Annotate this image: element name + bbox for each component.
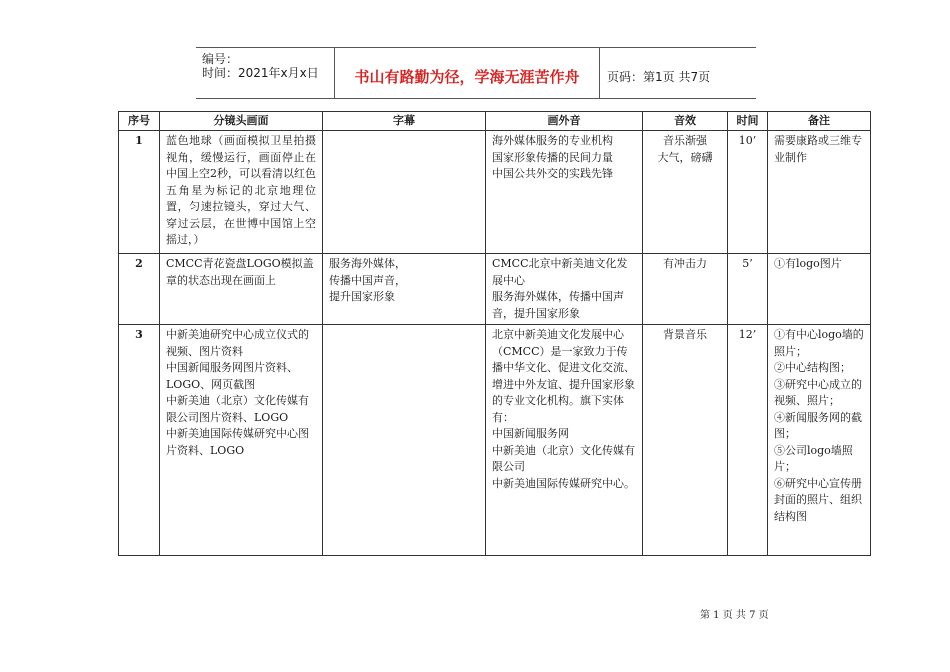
row-no: 3 <box>119 325 160 556</box>
table-row <box>119 254 871 325</box>
col-header-voiceover: 画外音 <box>486 112 643 131</box>
table-header-row <box>119 112 871 131</box>
row-voiceover: CMCC北京中新美迪文化发展中心 服务海外媒体，传播中国声音，提升国家形象 <box>486 254 643 325</box>
row-sfx: 音乐渐强 大气，磅礴 <box>643 131 728 254</box>
row-shot: 中新美迪研究中心成立仪式的视频、图片资料 中国新闻服务网图片资料、LOGO、网页截图 中新美迪（北京）文化传媒有限公司图片资料、LOGO 中新美迪国际传媒研究中心图片资料、LOGO <box>160 325 323 556</box>
row-subtitle <box>323 131 486 254</box>
row-remark: ①有中心logo墙的照片； ②中心结构图； ③研究中心成立的视频、照片； ④新闻服务网的截图； ⑤公司logo墙照片； ⑥研究中心宣传册封面的照片、组织结构图 <box>768 325 871 556</box>
col-header-remark: 备注 <box>768 112 871 131</box>
header-motto: 书山有路勤为径，学海无涯苦作舟 <box>334 48 600 98</box>
table-row <box>119 131 871 254</box>
row-remark: 需要康路或三维专业制作 <box>768 131 871 254</box>
row-duration: 12’ <box>728 325 768 556</box>
row-duration: 10’ <box>728 131 768 254</box>
row-sfx: 有冲击力 <box>643 254 728 325</box>
row-duration: 5’ <box>728 254 768 325</box>
page-footer: 第 1 页 共 7 页 <box>700 610 769 621</box>
col-header-subtitle: 字幕 <box>323 112 486 131</box>
row-shot: CMCC青花瓷盘LOGO模拟盖章的状态出现在画面上 <box>160 254 323 325</box>
row-subtitle <box>323 325 486 556</box>
storyboard-table <box>118 111 871 556</box>
serial-label: 编号： <box>202 52 239 66</box>
col-header-sfx: 音效 <box>643 112 728 131</box>
row-voiceover: 北京中新美迪文化发展中心（CMCC）是一家致力于传播中华文化、促进文化交流、增进中外友谊、提升国家形象的专业文化机构。旗下实体有： 中国新闻服务网 中新美迪（北京）文化传媒有限公司 中新美迪国际传媒研究中心。 <box>486 325 643 556</box>
row-voiceover: 海外媒体服务的专业机构 国家形象传播的民间力量 中国公共外交的实践先锋 <box>486 131 643 254</box>
table-row <box>119 325 871 556</box>
header-page-code: 页码：第1页 共7页 <box>607 69 711 84</box>
row-subtitle: 服务海外媒体， 传播中国声音， 提升国家形象 <box>323 254 486 325</box>
row-sfx: 背景音乐 <box>643 325 728 556</box>
document-header <box>196 47 756 99</box>
header-meta <box>196 48 334 98</box>
col-header-duration: 时间 <box>728 112 768 131</box>
row-no: 1 <box>119 131 160 254</box>
row-shot: 蓝色地球（画面模拟卫星拍摄视角，缓慢运行，画面停止在中国上空2秒，可以看清以红色五角星为标记的北京地理位置，匀速拉镜头，穿过大气、穿过云层，在世博中国馆上空摇过，） <box>160 131 323 254</box>
col-header-no: 序号 <box>119 112 160 131</box>
time-label: 时间：2021年x月x日 <box>202 66 319 80</box>
row-no: 2 <box>119 254 160 325</box>
col-header-shot: 分镜头画面 <box>160 112 323 131</box>
row-remark: ①有logo图片 <box>768 254 871 325</box>
